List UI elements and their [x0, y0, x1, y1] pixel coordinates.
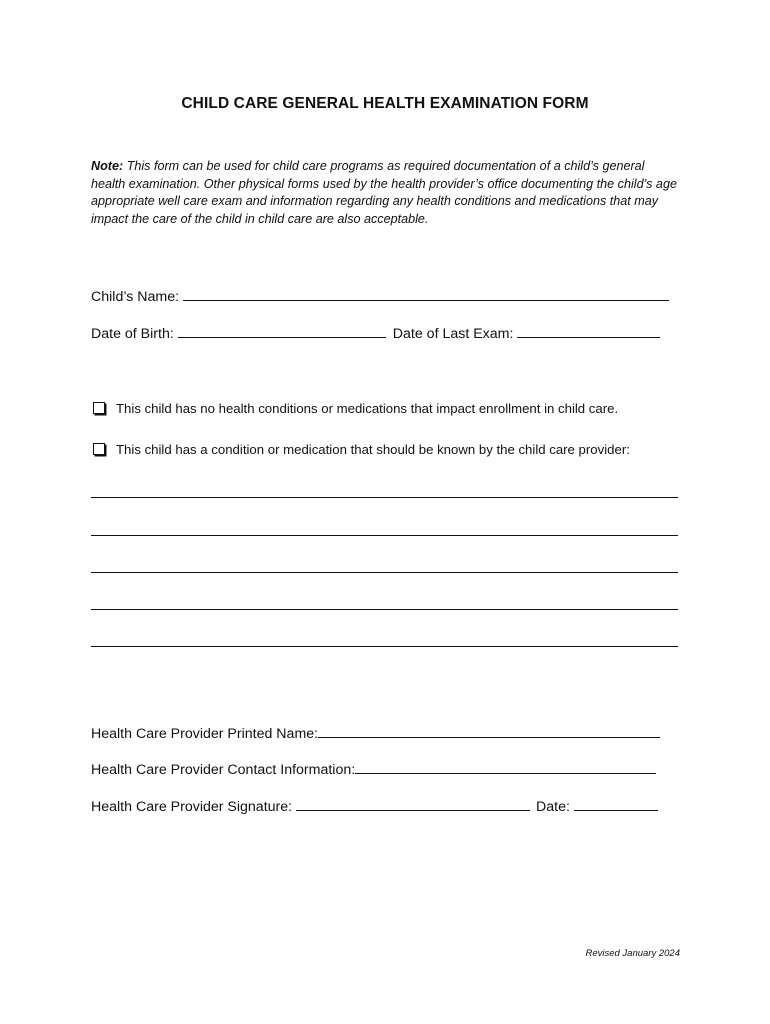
dob-field[interactable] — [178, 324, 386, 338]
dob-label: Date of Birth: — [91, 326, 174, 342]
dates-row — [91, 324, 660, 342]
provider-name-field[interactable] — [318, 724, 660, 738]
signature-date-field[interactable] — [574, 797, 658, 811]
child-name-field[interactable] — [183, 287, 669, 301]
child-name-row — [91, 287, 669, 305]
checkbox-no-conditions-label: This child has no health conditions or medications that impact enrollment in child care. — [116, 401, 619, 416]
note-paragraph — [91, 158, 681, 228]
checkbox-row-has-condition — [93, 442, 630, 457]
provider-name-row — [91, 724, 660, 742]
condition-line-2[interactable] — [91, 535, 678, 536]
revision-note: Revised January 2024 — [585, 948, 680, 959]
provider-contact-row — [91, 760, 656, 778]
provider-signature-row — [91, 797, 658, 815]
checkbox-row-no-conditions — [93, 401, 618, 416]
checkbox-no-conditions[interactable] — [93, 402, 105, 414]
provider-contact-field[interactable] — [355, 760, 656, 774]
condition-line-5[interactable] — [91, 646, 678, 647]
provider-signature-label: Health Care Provider Signature: — [91, 799, 293, 815]
checkbox-has-condition-label: This child has a condition or medication that should be known by the child care provider: — [116, 442, 630, 457]
last-exam-label: Date of Last Exam: — [392, 326, 514, 342]
provider-name-label: Health Care Provider Printed Name: — [91, 726, 319, 742]
child-name-label: Child’s Name: — [91, 289, 180, 305]
provider-signature-field[interactable] — [296, 797, 530, 811]
last-exam-field[interactable] — [517, 324, 660, 338]
checkbox-has-condition[interactable] — [93, 443, 105, 455]
form-title: CHILD CARE GENERAL HEALTH EXAMINATION FORM — [181, 95, 589, 112]
provider-contact-label: Health Care Provider Contact Information: — [91, 762, 356, 778]
condition-line-1[interactable] — [91, 497, 678, 498]
signature-date-label: Date: — [536, 799, 570, 815]
condition-line-4[interactable] — [91, 609, 678, 610]
note-text: This form can be used for child care programs as required documentation of a child’s general health examination. Other physical forms used by the health provider’s office documenting the child’s age appropriate well care exam and information regarding any health conditions and medications that may impact the care of the child in child care are also acceptable. — [91, 159, 677, 226]
condition-line-3[interactable] — [91, 572, 678, 573]
note-label: Note: — [91, 159, 124, 173]
